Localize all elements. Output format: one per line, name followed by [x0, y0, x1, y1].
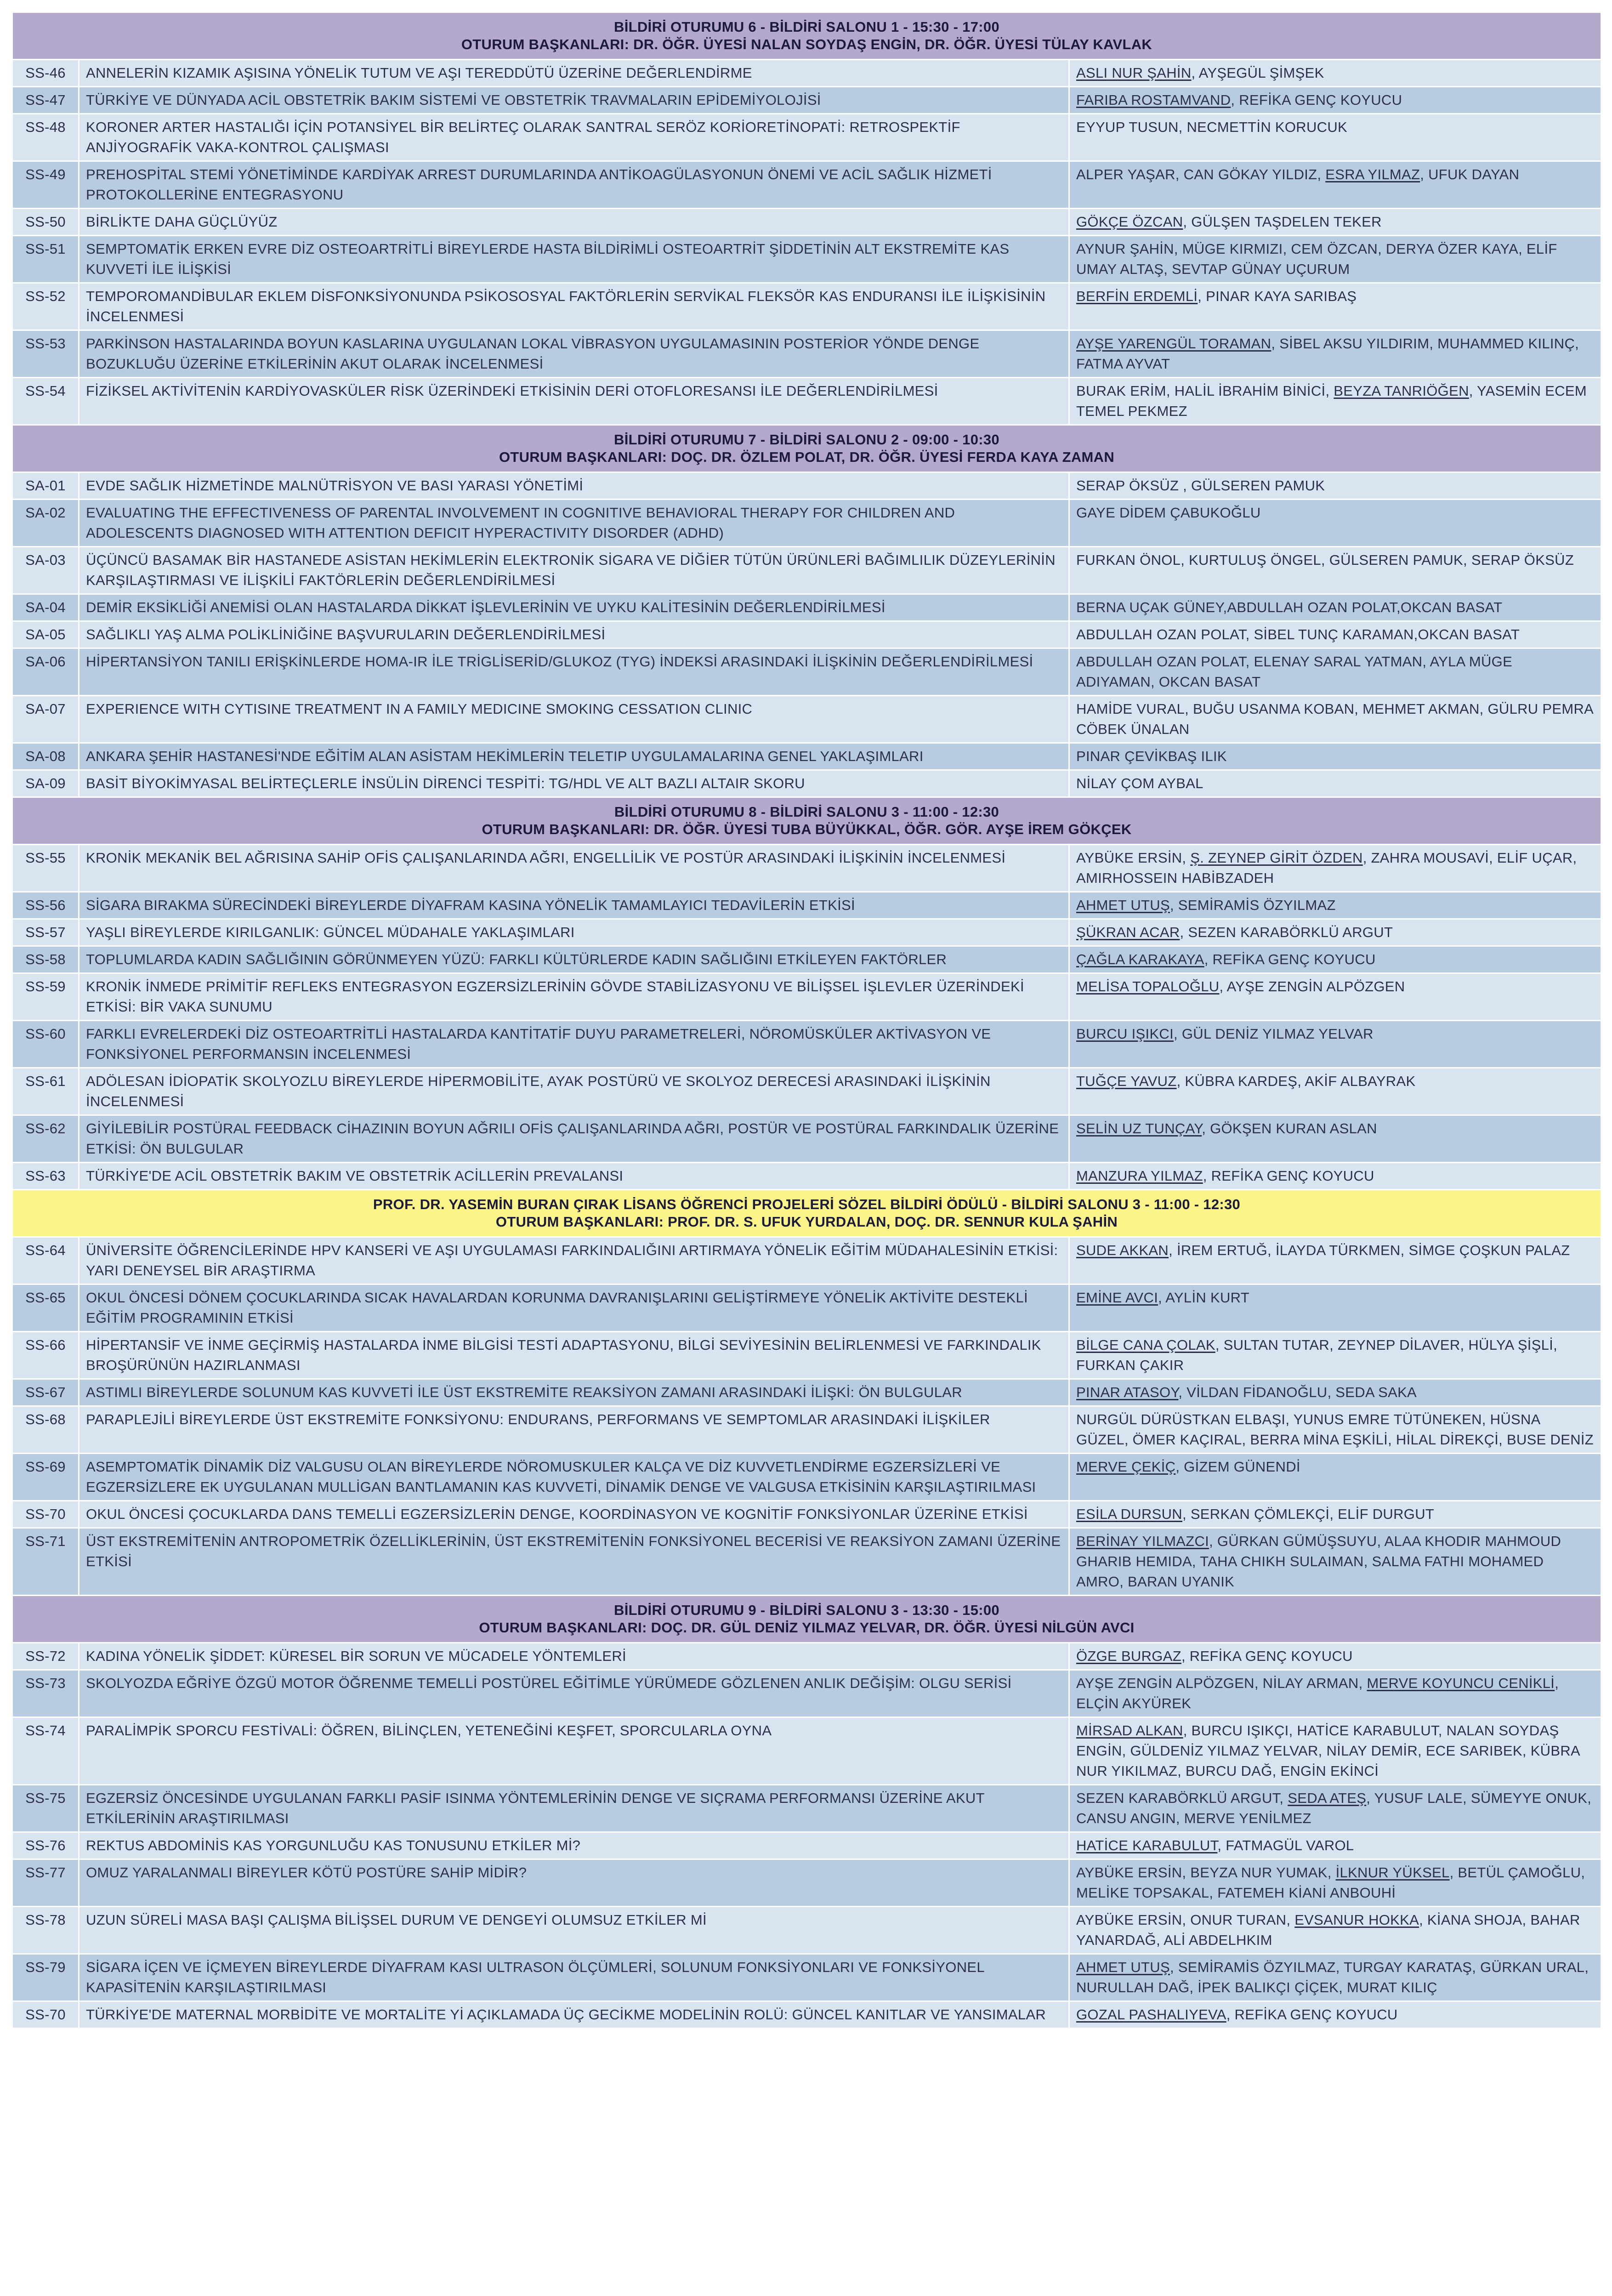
table-row — [12, 1379, 1601, 1406]
paper-title: TÜRKİYE'DE ACİL OBSTETRİK BAKIM VE OBSTETRİK ACİLLERİN PREVALANSI — [79, 1163, 1069, 1190]
table-row — [12, 1528, 1601, 1596]
paper-authors — [1069, 1379, 1601, 1406]
paper-code: SS-52 — [12, 283, 79, 330]
table-row — [12, 2001, 1601, 2029]
paper-code: SS-53 — [12, 330, 79, 378]
paper-title: HİPERTANSİYON TANILI ERİŞKİNLERDE HOMA-IR İLE TRİGLİSERİD/GLUKOZ (TYG) İNDEKSİ ARASINDAKİ İLİŞKİNİN DEĞERLENDİRİLMESİ — [79, 648, 1069, 696]
co-authors: , YASEMİN ECEM TEMEL PEKMEZ — [1076, 383, 1587, 419]
co-authors: EYYUP TUSUN, NECMETTİN KORUCUK — [1076, 119, 1348, 135]
paper-title: DEMİR EKSİKLİĞİ ANEMİSİ OLAN HASTALARDA DİKKAT İŞLEVLERİNİN VE UYKU KALİTESİNİN DEĞERLENDİRİLMESİ — [79, 594, 1069, 621]
paper-title: PREHOSPİTAL STEMİ YÖNETİMİNDE KARDİYAK ARREST DURUMLARINDA ANTİKOAGÜLASYONUN ÖNEMİ VE ACİL SAĞLIK HİZMETİ PROTOKOLLERİNE ENTEGRASYONU — [79, 161, 1069, 209]
session-chairs: OTURUM BAŞKANLARI: DOÇ. DR. ÖZLEM POLAT, DR. ÖĞR. ÜYESİ FERDA KAYA ZAMAN — [499, 449, 1115, 465]
presenting-author: BİLGE CANA ÇOLAK — [1076, 1337, 1215, 1353]
presenting-author: TUĞÇE YAVUZ — [1076, 1073, 1177, 1089]
session-chairs: OTURUM BAŞKANLARI: PROF. DR. S. UFUK YURDALAN, DOÇ. DR. SENNUR KULA ŞAHİN — [495, 1214, 1118, 1230]
co-authors: , KÜBRA KARDEŞ, AKİF ALBAYRAK — [1176, 1073, 1416, 1089]
table-row — [12, 648, 1601, 696]
paper-code: SA-03 — [12, 547, 79, 594]
co-authors: NURGÜL DÜRÜSTKAN ELBAŞI, YUNUS EMRE TÜTÜNEKEN, HÜSNA GÜZEL, ÖMER KAÇIRAL, BERRA MİNA EŞKİLİ, HİLAL DİREKÇİ, BUSE DENİZ — [1076, 1411, 1594, 1448]
paper-code: SS-58 — [12, 946, 79, 973]
paper-code: SA-09 — [12, 770, 79, 797]
co-authors: , GÜL DENİZ YILMAZ YELVAR — [1174, 1026, 1374, 1042]
presenting-author: FARIBA ROSTAMVAND — [1076, 92, 1231, 108]
paper-authors — [1069, 1528, 1601, 1596]
paper-code: SA-01 — [12, 472, 79, 500]
paper-title: ANNELERİN KIZAMIK AŞISINA YÖNELİK TUTUM VE AŞI TEREDDÜTÜ ÜZERİNE DEĞERLENDİRME — [79, 60, 1069, 87]
table-row — [12, 1163, 1601, 1190]
paper-code: SS-59 — [12, 973, 79, 1021]
presenting-author: ÖZGE BURGAZ — [1076, 1648, 1181, 1664]
paper-authors — [1069, 1717, 1601, 1785]
paper-title: SAĞLIKLI YAŞ ALMA POLİKLİNİĞİNE BAŞVURULARIN DEĞERLENDİRİLMESİ — [79, 621, 1069, 648]
co-authors: ABDULLAH OZAN POLAT, ELENAY SARAL YATMAN, AYLA MÜGE ADIYAMAN, OKCAN BASAT — [1076, 654, 1513, 690]
presenting-author: ŞÜKRAN ACAR — [1076, 924, 1180, 940]
table-row — [12, 973, 1601, 1021]
co-authors: , UFUK DAYAN — [1420, 166, 1520, 182]
paper-code: SS-70 — [12, 1501, 79, 1528]
table-row — [12, 1907, 1601, 1954]
paper-authors — [1069, 1163, 1601, 1190]
paper-authors — [1069, 1832, 1601, 1859]
paper-code: SS-60 — [12, 1021, 79, 1068]
paper-code: SS-48 — [12, 114, 79, 161]
co-authors: , İREM ERTUĞ, İLAYDA TÜRKMEN, SİMGE ÇOŞKUN PALAZ — [1169, 1242, 1570, 1258]
table-row — [12, 1670, 1601, 1717]
paper-code: SS-55 — [12, 845, 79, 892]
paper-code: SS-69 — [12, 1454, 79, 1501]
session-header — [12, 12, 1601, 60]
paper-title: FİZİKSEL AKTİVİTENİN KARDİYOVASKÜLER RİSK ÜZERİNDEKİ ETKİSİNİN DERİ OTOFLORESANSI İLE DEĞERLENDİRİLMESİ — [79, 378, 1069, 425]
session-chairs: OTURUM BAŞKANLARI: DOÇ. DR. GÜL DENİZ YILMAZ YELVAR, DR. ÖĞR. ÜYESİ NİLGÜN AVCI — [479, 1620, 1135, 1636]
table-row — [12, 236, 1601, 283]
table-row — [12, 1237, 1601, 1284]
paper-title: EGZERSİZ ÖNCESİNDE UYGULANAN FARKLI PASİF ISINMA YÖNTEMLERİNİN DENGE VE SIÇRAMA PERFORMANSI ÜZERİNE AKUT ETKİLERİNİN ARAŞTIRILMASI — [79, 1785, 1069, 1832]
paper-code: SS-71 — [12, 1528, 79, 1596]
table-row — [12, 1332, 1601, 1379]
paper-authors — [1069, 236, 1601, 283]
co-authors: AYBÜKE ERSİN, — [1076, 850, 1191, 866]
table-row — [12, 696, 1601, 743]
co-authors: , VİLDAN FİDANOĞLU, SEDA SAKA — [1178, 1384, 1417, 1400]
paper-authors — [1069, 1068, 1601, 1115]
co-authors: , YUSUF LALE, SÜMEYYE ONUK, CANSU ANGIN, MERVE YENİLMEZ — [1076, 1790, 1592, 1826]
paper-title: PARKİNSON HASTALARINDA BOYUN KASLARINA UYGULANAN LOKAL VİBRASYON UYGULAMASININ POSTERİOR YÖNDE DENGE BOZUKLUĞU ÜZERİNE ETKİLERİNİN AKUT OLARAK İNCELENMESİ — [79, 330, 1069, 378]
presenting-author: GÖKÇE ÖZCAN — [1076, 214, 1183, 230]
paper-title: KADINA YÖNELİK ŞİDDET: KÜRESEL BİR SORUN VE MÜCADELE YÖNTEMLERİ — [79, 1643, 1069, 1670]
co-authors: , KİANA SHOJA, BAHAR YANARDAĞ, ALİ ABDELHKIM — [1076, 1912, 1580, 1948]
paper-authors — [1069, 114, 1601, 161]
paper-code: SS-47 — [12, 87, 79, 114]
table-row — [12, 919, 1601, 946]
presenting-author: BEYZA TANRIÖĞEN — [1334, 383, 1469, 399]
table-row — [12, 1501, 1601, 1528]
paper-authors — [1069, 472, 1601, 500]
paper-authors — [1069, 743, 1601, 770]
paper-authors — [1069, 696, 1601, 743]
session-header-cell — [12, 12, 1601, 60]
paper-code: SA-08 — [12, 743, 79, 770]
co-authors: ABDULLAH OZAN POLAT, SİBEL TUNÇ KARAMAN,OKCAN BASAT — [1076, 626, 1520, 642]
paper-title: OKUL ÖNCESİ DÖNEM ÇOCUKLARINDA SICAK HAVALARDAN KORUNMA DAVRANIŞLARINI GELİŞTİRMEYE YÖNELİK AKTİVİTE DESTEKLİ EĞİTİM PROGRAMININ ETKİSİ — [79, 1284, 1069, 1332]
presenting-author: MİRSAD ALKAN — [1076, 1722, 1183, 1739]
presenting-author: MERVE ÇEKİÇ — [1076, 1459, 1176, 1475]
table-row — [12, 1115, 1601, 1163]
session-title: BİLDİRİ OTURUMU 6 - BİLDİRİ SALONU 1 - 15:30 - 17:00 — [614, 19, 999, 35]
co-authors: , GİZEM GÜNENDİ — [1175, 1459, 1300, 1475]
co-authors: SEZEN KARABÖRKLÜ ARGUT, — [1076, 1790, 1288, 1806]
paper-code: SS-72 — [12, 1643, 79, 1670]
co-authors: , BETÜL ÇAMOĞLU, MELİKE TOPSAKAL, FATEMEH KİANİ ANBOUHİ — [1076, 1864, 1585, 1901]
co-authors: , PINAR KAYA SARIBAŞ — [1198, 288, 1357, 304]
paper-code: SS-57 — [12, 919, 79, 946]
paper-authors — [1069, 1501, 1601, 1528]
co-authors: BERNA UÇAK GÜNEY,ABDULLAH OZAN POLAT,OKCAN BASAT — [1076, 599, 1503, 615]
paper-title: TÜRKİYE'DE MATERNAL MORBİDİTE VE MORTALİTE Yİ AÇIKLAMADA ÜÇ GECİKME MODELİNİN ROLÜ: GÜNCEL KANITLAR VE YANSIMALAR — [79, 2001, 1069, 2029]
co-authors: AYBÜKE ERSİN, ONUR TURAN, — [1076, 1912, 1295, 1928]
co-authors: , SULTAN TUTAR, ZEYNEP DİLAVER, HÜLYA ŞİŞLİ, FURKAN ÇAKIR — [1076, 1337, 1558, 1373]
paper-title: KORONER ARTER HASTALIĞI İÇİN POTANSİYEL BİR BELİRTEÇ OLARAK SANTRAL SERÖZ KORİORETİNOPATİ: RETROSPEKTİF ANJİYOGRAFİK VAKA-KONTROL ÇALIŞMASI — [79, 114, 1069, 161]
presenting-author: ASLI NUR ŞAHİN — [1076, 65, 1192, 81]
presenting-author: ESİLA DURSUN — [1076, 1506, 1182, 1522]
session-header-cell — [12, 425, 1601, 472]
presenting-author: PINAR ATASOY — [1076, 1384, 1179, 1400]
paper-code: SS-73 — [12, 1670, 79, 1717]
paper-authors — [1069, 87, 1601, 114]
paper-authors — [1069, 621, 1601, 648]
paper-code: SS-56 — [12, 892, 79, 919]
paper-code: SS-77 — [12, 1859, 79, 1907]
presenting-author: BERİNAY YILMAZCI — [1076, 1533, 1209, 1549]
table-row — [12, 1021, 1601, 1068]
table-row — [12, 621, 1601, 648]
paper-code: SS-49 — [12, 161, 79, 209]
table-row — [12, 845, 1601, 892]
table-row — [12, 1785, 1601, 1832]
co-authors: , SERKAN ÇÖMLEKÇİ, ELİF DURGUT — [1182, 1506, 1435, 1522]
table-row — [12, 500, 1601, 547]
paper-title: ÜST EKSTREMİTENİN ANTROPOMETRİK ÖZELLİKLERİNİN, ÜST EKSTREMİTENİN FONKSİYONEL BECERİSİ VE REAKSİYON ZAMANI ÜZERİNE ETKİSİ — [79, 1528, 1069, 1596]
session-header — [12, 425, 1601, 472]
co-authors: , SEMİRAMİS ÖZYILMAZ — [1169, 897, 1336, 913]
paper-title: EVALUATING THE EFFECTIVENESS OF PARENTAL INVOLVEMENT IN COGNITIVE BEHAVIORAL THERAPY FOR CHILDREN AND ADOLESCENTS DIAGNOSED WITH ATTENTION DEFICIT HYPERACTIVITY DISORDER (ADHD) — [79, 500, 1069, 547]
table-row — [12, 1284, 1601, 1332]
paper-title: ÜNİVERSİTE ÖĞRENCİLERİNDE HPV KANSERİ VE AŞI UYGULAMASI FARKINDALIĞINI ARTIRMAYA YÖNELİK EĞİTİM MÜDAHALESİNİN ETKİSİ: YARI DENEYSEL BİR ARAŞTIRMA — [79, 1237, 1069, 1284]
paper-title: TEMPOROMANDİBULAR EKLEM DİSFONKSİYONUNDA PSİKOSOSYAL FAKTÖRLERİN SERVİKAL FLEKSÖR KAS ENDURANSI İLE İLİŞKİSİNİN İNCELENMESİ — [79, 283, 1069, 330]
presenting-author: AHMET UTUŞ — [1076, 1959, 1170, 1975]
table-row — [12, 946, 1601, 973]
table-row — [12, 547, 1601, 594]
paper-title: FARKLI EVRELERDEKİ DİZ OSTEOARTRİTLİ HASTALARDA KANTİTATİF DUYU PARAMETRELERİ, NÖROMÜSKÜLER AKTİVASYON VE FONKSİYONEL PERFORMANSIN İNCELENMESİ — [79, 1021, 1069, 1068]
table-row — [12, 1406, 1601, 1454]
co-authors: , BURCU IŞIKÇI, HATİCE KARABULUT, NALAN SOYDAŞ ENGİN, GÜLDENİZ YILMAZ YELVAR, NİLAY DEMİR, ECE SARIBEK, KÜBRA NUR YIKILMAZ, BURCU DAĞ, ENGİN EKİNCİ — [1076, 1722, 1580, 1779]
paper-title: BİRLİKTE DAHA GÜÇLÜYÜZ — [79, 209, 1069, 236]
paper-title: REKTUS ABDOMİNİS KAS YORGUNLUĞU KAS TONUSUNU ETKİLER Mİ? — [79, 1832, 1069, 1859]
co-authors: , FATMAGÜL VAROL — [1217, 1837, 1354, 1853]
session-chairs: OTURUM BAŞKANLARI: DR. ÖĞR. ÜYESİ NALAN SOYDAŞ ENGİN, DR. ÖĞR. ÜYESİ TÜLAY KAVLAK — [461, 36, 1152, 52]
co-authors: , REFİKA GENÇ KOYUCU — [1231, 92, 1402, 108]
paper-code: SS-78 — [12, 1907, 79, 1954]
session-header — [12, 1596, 1601, 1643]
co-authors: NİLAY ÇOM AYBAL — [1076, 775, 1203, 791]
table-row — [12, 892, 1601, 919]
session-title: BİLDİRİ OTURUMU 9 - BİLDİRİ SALONU 3 - 13:30 - 15:00 — [614, 1602, 999, 1618]
paper-code: SS-63 — [12, 1163, 79, 1190]
paper-code: SS-74 — [12, 1717, 79, 1785]
co-authors: AYNUR ŞAHİN, MÜGE KIRMIZI, CEM ÖZCAN, DERYA ÖZER KAYA, ELİF UMAY ALTAŞ, SEVTAP GÜNAY UÇURUM — [1076, 241, 1557, 277]
session-title: PROF. DR. YASEMİN BURAN ÇIRAK LİSANS ÖĞRENCİ PROJELERİ SÖZEL BİLDİRİ ÖDÜLÜ - BİLDİRİ SALONU 3 - 11:00 - 12:30 — [373, 1196, 1241, 1212]
paper-authors — [1069, 1643, 1601, 1670]
program-page — [11, 11, 1601, 2029]
paper-code: SS-51 — [12, 236, 79, 283]
paper-code: SS-54 — [12, 378, 79, 425]
co-authors: , AYLİN KURT — [1158, 1290, 1249, 1306]
table-row — [12, 283, 1601, 330]
presenting-author: BERFİN ERDEMLİ — [1076, 288, 1198, 304]
presenting-author: SELİN UZ TUNÇAY — [1076, 1120, 1202, 1137]
session-header-cell — [12, 1190, 1601, 1237]
co-authors: GAYE DİDEM ÇABUKOĞLU — [1076, 505, 1261, 521]
table-row — [12, 472, 1601, 500]
paper-title: ASEMPTOMATİK DİNAMİK DİZ VALGUSU OLAN BİREYLERDE NÖROMUSKULER KALÇA VE DİZ KUVVETLENDİRME EGZERSİZLERİ VE EGZERSİZLERE EK UYGULANAN MULLİGAN BANTLAMANIN KAS KUVVETİ, DİNAMİK DENGE VE VALGUSA ETKİSİNİN KARŞILAŞTIRILMASI — [79, 1454, 1069, 1501]
table-row — [12, 1454, 1601, 1501]
session-title: BİLDİRİ OTURUMU 8 - BİLDİRİ SALONU 3 - 11:00 - 12:30 — [614, 804, 999, 820]
presenting-author: BURCU IŞIKCI — [1076, 1026, 1174, 1042]
paper-title: PARAPLEJİLİ BİREYLERDE ÜST EKSTREMİTE FONKSİYONU: ENDURANS, PERFORMANS VE SEMPTOMLAR ARASINDAKİ İLİŞKİLER — [79, 1406, 1069, 1454]
paper-authors — [1069, 1115, 1601, 1163]
paper-authors — [1069, 1021, 1601, 1068]
paper-code: SA-05 — [12, 621, 79, 648]
paper-authors — [1069, 946, 1601, 973]
paper-authors — [1069, 161, 1601, 209]
paper-code: SS-65 — [12, 1284, 79, 1332]
session-header — [12, 797, 1601, 845]
paper-authors — [1069, 594, 1601, 621]
co-authors: , SEZEN KARABÖRKLÜ ARGUT — [1180, 924, 1393, 940]
paper-code: SS-50 — [12, 209, 79, 236]
paper-title: YAŞLI BİREYLERDE KIRILGANLIK: GÜNCEL MÜDAHALE YAKLAŞIMLARI — [79, 919, 1069, 946]
paper-code: SA-04 — [12, 594, 79, 621]
paper-title: ASTIMLI BİREYLERDE SOLUNUM KAS KUVVETİ İLE ÜST EKSTREMİTE REAKSİYON ZAMANI ARASINDAKİ İLİŞKİ: ÖN BULGULAR — [79, 1379, 1069, 1406]
paper-code: SS-64 — [12, 1237, 79, 1284]
paper-authors — [1069, 500, 1601, 547]
paper-authors — [1069, 1284, 1601, 1332]
co-authors: , ZAHRA MOUSAVİ, ELİF UÇAR, AMIRHOSSEIN HABİBZADEH — [1076, 850, 1577, 886]
co-authors: , ELÇİN AKYÜREK — [1076, 1675, 1559, 1711]
co-authors: BURAK ERİM, HALİL İBRAHİM BİNİCİ, — [1076, 383, 1334, 399]
paper-code: SS-75 — [12, 1785, 79, 1832]
co-authors: , GÜRKAN GÜMÜŞSUYU, ALAA KHODIR MAHMOUD GHARIB HEMIDA, TAHA CHIKH SULAIMAN, SALMA FATHI MOHAMED AMRO, BARAN UYANIK — [1076, 1533, 1561, 1590]
paper-code: SS-76 — [12, 1832, 79, 1859]
table-row — [12, 60, 1601, 87]
paper-title: ANKARA ŞEHİR HASTANESİ'NDE EĞİTİM ALAN ASİSTAM HEKİMLERİN TELETIP UYGULAMALARINA GENEL YAKLAŞIMLARI — [79, 743, 1069, 770]
table-row — [12, 770, 1601, 797]
paper-title: HİPERTANSİF VE İNME GEÇİRMİŞ HASTALARDA İNME BİLGİSİ TESTİ ADAPTASYONU, BİLGİ SEVİYESİNİN BELİRLENMESİ VE FARKINDALIK BROŞÜRÜNÜN HAZIRLANMASI — [79, 1332, 1069, 1379]
paper-title: SİGARA İÇEN VE İÇMEYEN BİREYLERDE DİYAFRAM KASI ULTRASON ÖLÇÜMLERİ, SOLUNUM FONKSİYONLARI VE FONKSİYONEL KAPASİTENİN KARŞILAŞTIRILMASI — [79, 1954, 1069, 2001]
table-row — [12, 161, 1601, 209]
paper-title: EXPERIENCE WITH CYTISINE TREATMENT IN A FAMILY MEDICINE SMOKING CESSATION CLINIC — [79, 696, 1069, 743]
paper-authors — [1069, 1406, 1601, 1454]
co-authors: , REFİKA GENÇ KOYUCU — [1226, 2006, 1398, 2023]
table-row — [12, 1068, 1601, 1115]
presenting-author: MELİSA TOPALOĞLU — [1076, 978, 1220, 995]
paper-authors — [1069, 60, 1601, 87]
paper-code: SS-66 — [12, 1332, 79, 1379]
paper-code: SS-70 — [12, 2001, 79, 2029]
co-authors: , REFİKA GENÇ KOYUCU — [1181, 1648, 1353, 1664]
table-row — [12, 1954, 1601, 2001]
paper-authors — [1069, 209, 1601, 236]
session-chairs: OTURUM BAŞKANLARI: DR. ÖĞR. ÜYESİ TUBA BÜYÜKKAL, ÖĞR. GÖR. AYŞE İREM GÖKÇEK — [482, 821, 1132, 837]
paper-title: OMUZ YARALANMALI BİREYLER KÖTÜ POSTÜRE SAHİP MİDİR? — [79, 1859, 1069, 1907]
presenting-author: Ş. ZEYNEP GİRİT ÖZDEN — [1190, 850, 1363, 866]
presenting-author: AYŞE YARENGÜL TORAMAN — [1076, 335, 1271, 352]
paper-authors — [1069, 1907, 1601, 1954]
paper-title: ADÖLESAN İDİOPATİK SKOLYOZLU BİREYLERDE HİPERMOBİLİTE, AYAK POSTÜRÜ VE SKOLYOZ DERECESİ ARASINDAKİ İLİŞKİNİN İNCELENMESİ — [79, 1068, 1069, 1115]
paper-code: SA-07 — [12, 696, 79, 743]
paper-authors — [1069, 1670, 1601, 1717]
paper-title: UZUN SÜRELİ MASA BAŞI ÇALIŞMA BİLİŞSEL DURUM VE DENGEYİ OLUMSUZ ETKİLER Mİ — [79, 1907, 1069, 1954]
table-row — [12, 87, 1601, 114]
table-row — [12, 594, 1601, 621]
paper-title: SEMPTOMATİK ERKEN EVRE DİZ OSTEOARTRİTLİ BİREYLERDE HASTA BİLDİRİMLİ OSTEOARTRİT ŞİDDETİNİN ALT EKSTREMİTE KAS KUVVETİ İLE İLİŞKİSİ — [79, 236, 1069, 283]
presenting-author: HATİCE KARABULUT — [1076, 1837, 1218, 1853]
paper-authors — [1069, 1954, 1601, 2001]
table-row — [12, 1643, 1601, 1670]
paper-title: TÜRKİYE VE DÜNYADA ACİL OBSTETRİK BAKIM SİSTEMİ VE OBSTETRİK TRAVMALARIN EPİDEMİYOLOJİSİ — [79, 87, 1069, 114]
co-authors: HAMİDE VURAL, BUĞU USANMA KOBAN, MEHMET AKMAN, GÜLRU PEMRA CÖBEK ÜNALAN — [1076, 701, 1593, 737]
table-row — [12, 209, 1601, 236]
co-authors: , AYŞEGÜL ŞİMŞEK — [1191, 65, 1324, 81]
session-header-cell — [12, 1596, 1601, 1643]
paper-title: TOPLUMLARDA KADIN SAĞLIĞININ GÖRÜNMEYEN YÜZÜ: FARKLI KÜLTÜRLERDE KADIN SAĞLIĞINI ETKİLEYEN FAKTÖRLER — [79, 946, 1069, 973]
paper-authors — [1069, 1454, 1601, 1501]
paper-code: SS-46 — [12, 60, 79, 87]
paper-authors — [1069, 845, 1601, 892]
presenting-author: MERVE KOYUNCU CENİKLİ — [1367, 1675, 1555, 1691]
table-row — [12, 1832, 1601, 1859]
paper-code: SA-02 — [12, 500, 79, 547]
paper-authors — [1069, 648, 1601, 696]
paper-title: OKUL ÖNCESİ ÇOCUKLARDA DANS TEMELLİ EGZERSİZLERİN DENGE, KOORDİNASYON VE KOGNİTİF FONKSİYONLAR ÜZERİNE ETKİSİ — [79, 1501, 1069, 1528]
paper-title: ÜÇÜNCÜ BASAMAK BİR HASTANEDE ASİSTAN HEKİMLERİN ELEKTRONİK SİGARA VE DİĞİER TÜTÜN ÜRÜNLERİ BAĞIMLILIK DÜZEYLERİNİN KARŞILAŞTIRMASI VE İLİŞKİLİ FAKTÖRLERİN DEĞERLENDİRİLMESİ — [79, 547, 1069, 594]
paper-authors — [1069, 283, 1601, 330]
presenting-author: ESRA YILMAZ — [1325, 166, 1420, 182]
paper-code: SS-61 — [12, 1068, 79, 1115]
presenting-author: ÇAĞLA KARAKAYA — [1076, 951, 1204, 967]
paper-title: SKOLYOZDA EĞRİYE ÖZGÜ MOTOR ÖĞRENME TEMELLİ POSTÜREL EĞİTİMLE YÜRÜMEDE GÖZLENEN ANLIK DEĞİŞİM: OLGU SERİSİ — [79, 1670, 1069, 1717]
paper-authors — [1069, 1785, 1601, 1832]
presenting-author: SEDA ATEŞ — [1288, 1790, 1367, 1806]
presenting-author: MANZURA YILMAZ — [1076, 1168, 1203, 1184]
paper-authors — [1069, 892, 1601, 919]
paper-authors — [1069, 378, 1601, 425]
co-authors: , SİBEL AKSU YILDIRIM, MUHAMMED KILINÇ, FATMA AYVAT — [1076, 335, 1579, 372]
paper-authors — [1069, 547, 1601, 594]
co-authors: , SEMİRAMİS ÖZYILMAZ, TURGAY KARATAŞ, GÜRKAN URAL, NURULLAH DAĞ, İPEK BALIKÇI ÇİÇEK, MURAT KILIÇ — [1076, 1959, 1589, 1995]
presenting-author: GOZAL PASHALIYEVA — [1076, 2006, 1226, 2023]
co-authors: , REFİKA GENÇ KOYUCU — [1203, 1168, 1374, 1184]
table-row — [12, 1717, 1601, 1785]
session-title: BİLDİRİ OTURUMU 7 - BİLDİRİ SALONU 2 - 09:00 - 10:30 — [614, 432, 999, 448]
co-authors: PINAR ÇEVİKBAŞ ILIK — [1076, 748, 1227, 764]
paper-authors — [1069, 330, 1601, 378]
co-authors: SERAP ÖKSÜZ , GÜLSEREN PAMUK — [1076, 477, 1325, 494]
presenting-author: SUDE AKKAN — [1076, 1242, 1169, 1258]
paper-authors — [1069, 2001, 1601, 2029]
session-header-cell — [12, 797, 1601, 845]
paper-title: KRONİK MEKANİK BEL AĞRISINA SAHİP OFİS ÇALIŞANLARINDA AĞRI, ENGELLİLİK VE POSTÜR ARASINDAKİ İLİŞKİNİN İNCELENMESİ — [79, 845, 1069, 892]
paper-title: PARALİMPİK SPORCU FESTİVALİ: ÖĞREN, BİLİNÇLEN, YETENEĞİNİ KEŞFET, SPORCULARLA OYNA — [79, 1717, 1069, 1785]
session-table-body — [12, 12, 1601, 2029]
paper-authors — [1069, 770, 1601, 797]
co-authors: AYBÜKE ERSİN, BEYZA NUR YUMAK, — [1076, 1864, 1336, 1881]
table-row — [12, 330, 1601, 378]
paper-authors — [1069, 919, 1601, 946]
co-authors: , AYŞE ZENGİN ALPÖZGEN — [1219, 978, 1405, 995]
paper-title: GİYİLEBİLİR POSTÜRAL FEEDBACK CİHAZININ BOYUN AĞRILI OFİS ÇALIŞANLARINDA AĞRI, POSTÜR VE POSTÜRAL FARKINDALIK ÜZERİNE ETKİSİ: ÖN BULGULAR — [79, 1115, 1069, 1163]
paper-authors — [1069, 1332, 1601, 1379]
co-authors: AYŞE ZENGİN ALPÖZGEN, NİLAY ARMAN, — [1076, 1675, 1367, 1691]
paper-title: KRONİK İNMEDE PRİMİTİF REFLEKS ENTEGRASYON EGZERSİZLERİNİN GÖVDE STABİLİZASYONU VE BİLİŞSEL İŞLEVLER ÜZERİNDEKİ ETKİSİ: BİR VAKA SUNUMU — [79, 973, 1069, 1021]
paper-code: SS-62 — [12, 1115, 79, 1163]
paper-code: SS-67 — [12, 1379, 79, 1406]
table-row — [12, 378, 1601, 425]
co-authors: , GÜLŞEN TAŞDELEN TEKER — [1183, 214, 1382, 230]
session-table — [11, 11, 1602, 2029]
table-row — [12, 743, 1601, 770]
paper-code: SA-06 — [12, 648, 79, 696]
co-authors: FURKAN ÖNOL, KURTULUŞ ÖNGEL, GÜLSEREN PAMUK, SERAP ÖKSÜZ — [1076, 552, 1574, 568]
presenting-author: EVSANUR HOKKA — [1294, 1912, 1419, 1928]
paper-authors — [1069, 1237, 1601, 1284]
co-authors: , GÖKŞEN KURAN ASLAN — [1202, 1120, 1377, 1137]
paper-title: EVDE SAĞLIK HİZMETİNDE MALNÜTRİSYON VE BASI YARASI YÖNETİMİ — [79, 472, 1069, 500]
paper-code: SS-68 — [12, 1406, 79, 1454]
paper-title: SİGARA BIRAKMA SÜRECİNDEKİ BİREYLERDE DİYAFRAM KASINA YÖNELİK TAMAMLAYICI TEDAVİLERİN ETKİSİ — [79, 892, 1069, 919]
presenting-author: İLKNUR YÜKSEL — [1335, 1864, 1450, 1881]
paper-authors — [1069, 973, 1601, 1021]
table-row — [12, 1859, 1601, 1907]
paper-authors — [1069, 1859, 1601, 1907]
co-authors: , REFİKA GENÇ KOYUCU — [1204, 951, 1376, 967]
table-row — [12, 114, 1601, 161]
co-authors: ALPER YAŞAR, CAN GÖKAY YILDIZ, — [1076, 166, 1326, 182]
paper-title: BASİT BİYOKİMYASAL BELİRTEÇLERLE İNSÜLİN DİRENCİ TESPİTİ: TG/HDL VE ALT BAZLI ALTAIR SKORU — [79, 770, 1069, 797]
presenting-author: EMİNE AVCI — [1076, 1290, 1158, 1306]
presenting-author: AHMET UTUŞ — [1076, 897, 1170, 913]
session-header — [12, 1190, 1601, 1237]
paper-code: SS-79 — [12, 1954, 79, 2001]
